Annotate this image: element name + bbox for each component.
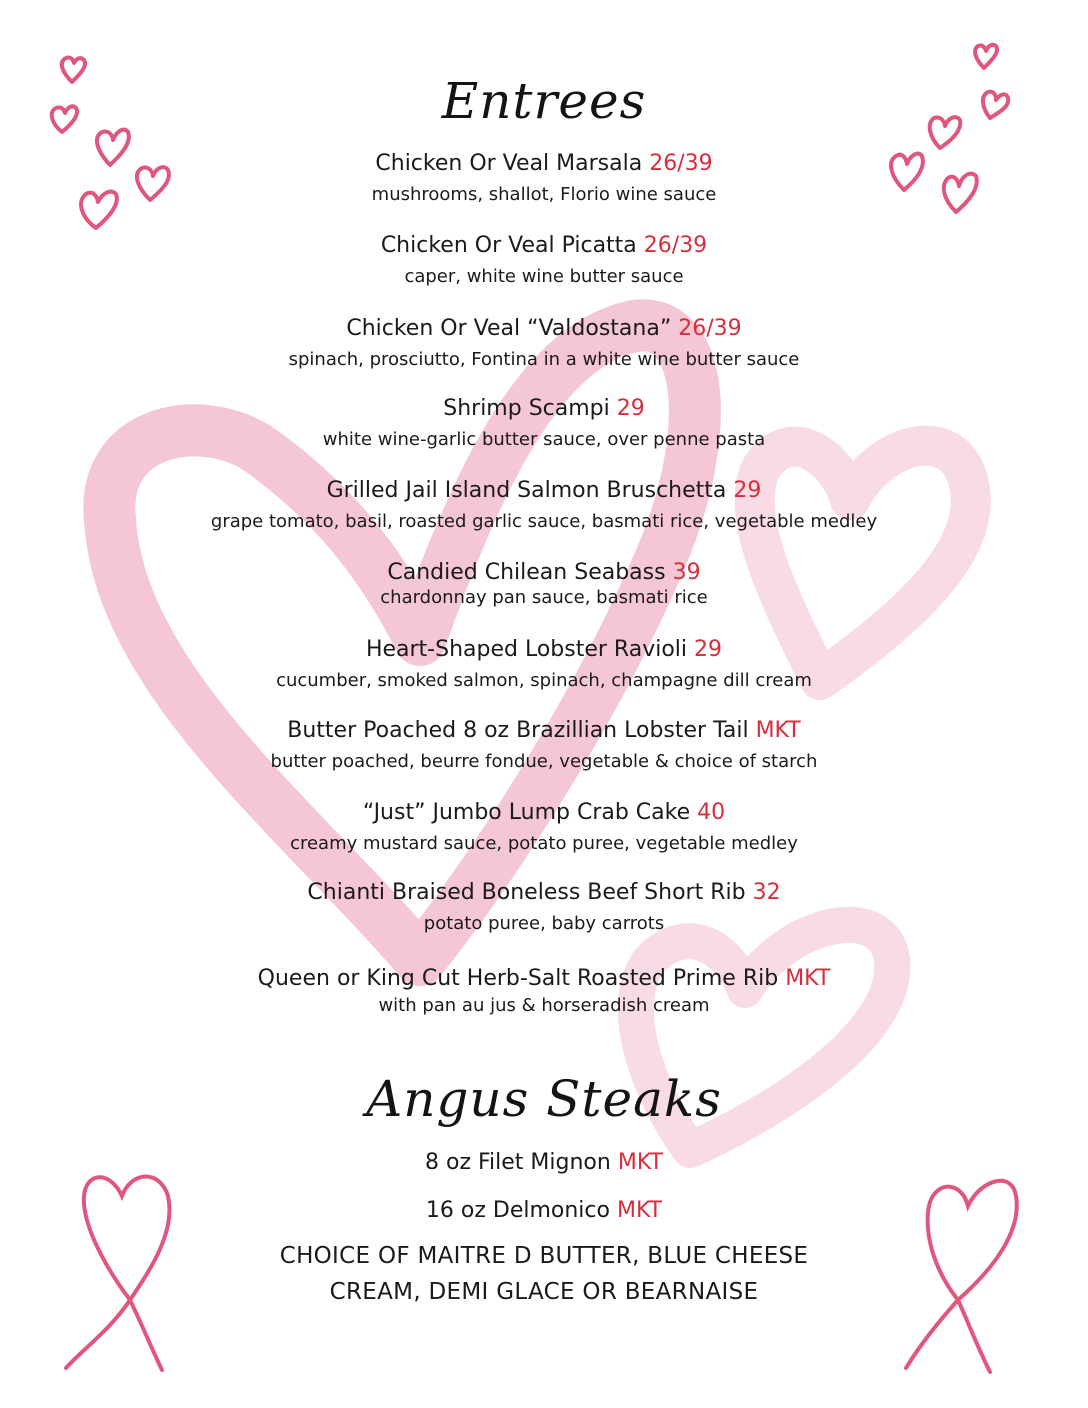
item-price: 26/39 bbox=[678, 316, 742, 341]
menu-item bbox=[0, 800, 1088, 856]
item-price: 39 bbox=[672, 560, 701, 585]
item-price: 29 bbox=[616, 396, 645, 421]
menu-item bbox=[0, 880, 1088, 936]
item-price: MKT bbox=[617, 1150, 663, 1175]
angus-steaks-title: Angus Steaks bbox=[366, 1070, 722, 1128]
entrees-title: Entrees bbox=[441, 72, 647, 130]
steak-item bbox=[0, 1150, 1088, 1175]
item-name: “Just” Jumbo Lump Crab Cake bbox=[362, 800, 691, 825]
item-description: caper, white wine butter sauce bbox=[404, 266, 684, 287]
item-description: chardonnay pan sauce, basmati rice bbox=[380, 587, 708, 608]
item-name: Shrimp Scampi bbox=[443, 396, 610, 421]
menu-item bbox=[0, 718, 1088, 774]
item-description: grape tomato, basil, roasted garlic sauce, basmati rice, vegetable medley bbox=[210, 511, 878, 532]
item-name: Chicken Or Veal “Valdostana” bbox=[346, 316, 672, 341]
menu-item bbox=[0, 151, 1088, 207]
item-name: 8 oz Filet Mignon bbox=[425, 1150, 611, 1175]
steak-note-line: CHOICE OF MAITRE D BUTTER, BLUE CHEESE bbox=[279, 1243, 809, 1269]
menu-item bbox=[0, 560, 1088, 610]
item-price: MKT bbox=[785, 966, 831, 991]
menu-item bbox=[0, 966, 1088, 1018]
item-description: white wine-garlic butter sauce, over penne pasta bbox=[322, 429, 766, 450]
item-name: Chianti Braised Boneless Beef Short Rib bbox=[307, 880, 746, 905]
item-description: butter poached, beurre fondue, vegetable & choice of starch bbox=[270, 751, 818, 772]
item-description: cucumber, smoked salmon, spinach, champagne dill cream bbox=[276, 670, 812, 691]
item-name: Chicken Or Veal Picatta bbox=[380, 233, 637, 258]
menu-item bbox=[0, 233, 1088, 289]
steak-sauce-note bbox=[0, 1238, 1088, 1310]
item-price: 32 bbox=[752, 880, 781, 905]
item-name: Chicken Or Veal Marsala bbox=[375, 151, 643, 176]
menu-item bbox=[0, 316, 1088, 372]
small-heart-icon bbox=[975, 45, 997, 68]
menu-item bbox=[0, 637, 1088, 693]
menu-item bbox=[0, 478, 1088, 534]
item-price: MKT bbox=[755, 718, 801, 743]
steak-item bbox=[0, 1198, 1088, 1223]
item-name: Butter Poached 8 oz Brazillian Lobster Tail bbox=[287, 718, 749, 743]
item-name: 16 oz Delmonico bbox=[425, 1198, 610, 1223]
item-name: Grilled Jail Island Salmon Bruschetta bbox=[326, 478, 727, 503]
item-name: Candied Chilean Seabass bbox=[387, 560, 666, 585]
item-price: 26/39 bbox=[643, 233, 708, 258]
steak-note-line: CREAM, DEMI GLACE OR BEARNAISE bbox=[329, 1279, 759, 1305]
item-price: 40 bbox=[697, 800, 726, 825]
item-price: MKT bbox=[616, 1198, 663, 1223]
item-name: Heart-Shaped Lobster Ravioli bbox=[365, 637, 688, 662]
item-price: 29 bbox=[694, 637, 723, 662]
item-description: mushrooms, shallot, Florio wine sauce bbox=[371, 184, 717, 205]
item-name: Queen or King Cut Herb-Salt Roasted Prime Rib bbox=[257, 966, 786, 991]
item-description: creamy mustard sauce, potato puree, vegetable medley bbox=[290, 833, 798, 854]
item-price: 29 bbox=[733, 478, 762, 503]
item-description: spinach, prosciutto, Fontina in a white wine butter sauce bbox=[288, 349, 800, 370]
item-description: potato puree, baby carrots bbox=[423, 913, 665, 934]
item-price: 26/39 bbox=[649, 151, 713, 176]
item-description: with pan au jus & horseradish cream bbox=[378, 995, 710, 1016]
menu-item bbox=[0, 396, 1088, 452]
